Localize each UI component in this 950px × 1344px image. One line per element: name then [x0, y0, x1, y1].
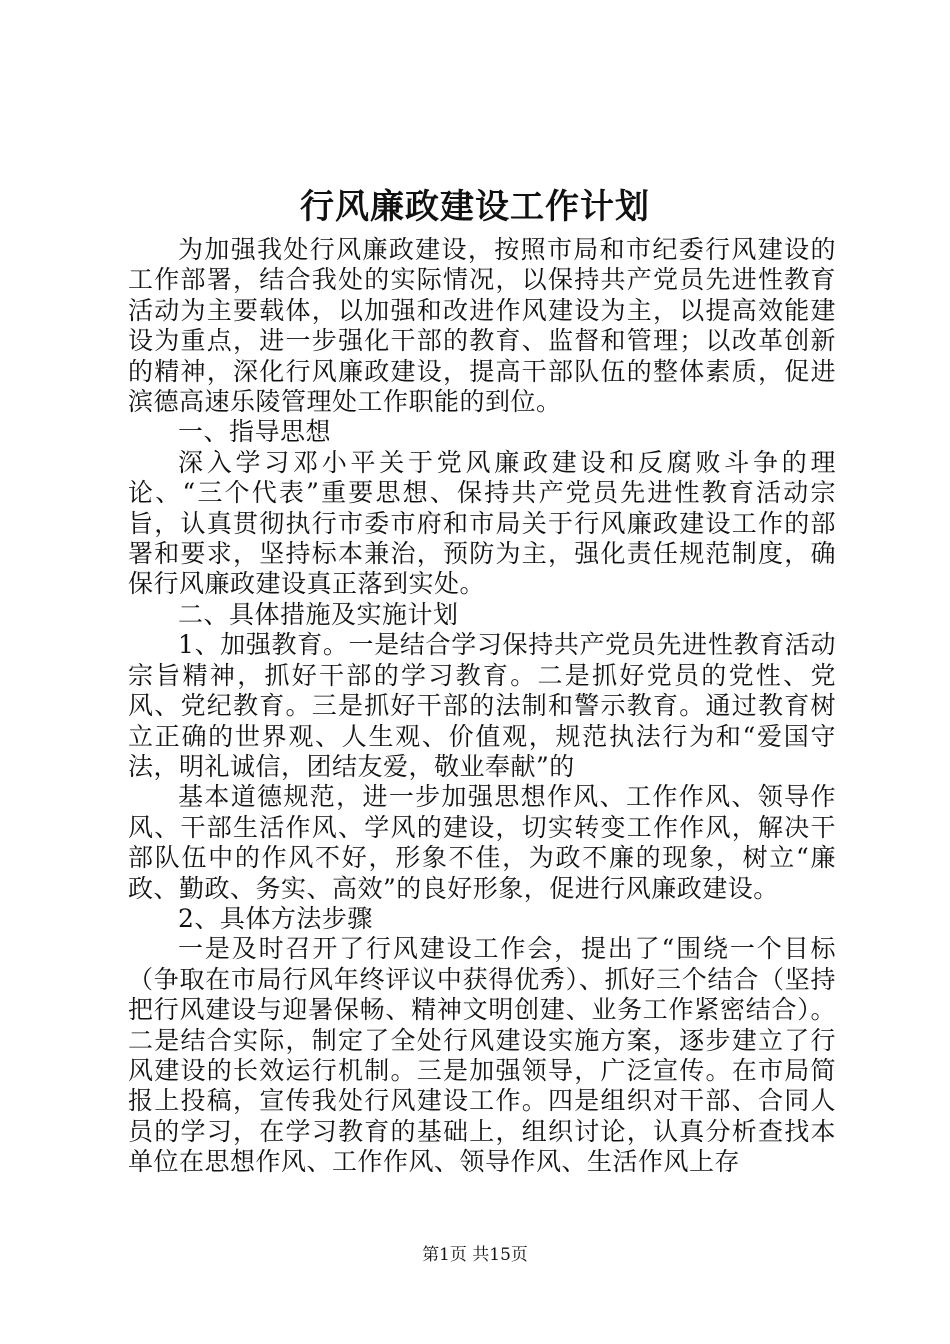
heading-methods-steps: 2、具体方法步骤: [178, 903, 373, 933]
paragraph-guiding-thought: 深入学习邓小平关于党风廉政建设和反腐败斗争的理论、“三个代表”重要思想、保持共产党员先进性教育活动宗旨，认真贯彻执行市委市府和市局关于行风廉政建设工作的部署和要求，坚持标本兼治，预防为主，强化责任规范制度，确保行风廉政建设真正落到实处。: [128, 447, 836, 599]
paragraph-moral-standards: 基本道德规范，进一步加强思想作风、工作作风、领导作风、干部生活作风、学风的建设，切实转变工作作风，解决干部队伍中的作风不好，形象不佳，为政不廉的现象，树立“廉政、勤政、务实、高效”的良好形象，促进行风廉政建设。: [128, 782, 836, 903]
heading-measures: 二、具体措施及实施计划: [178, 599, 459, 629]
paragraph-methods: 一是及时召开了行风建设工作会，提出了“围绕一个目标（争取在市局行风年终评议中获得优秀）、抓好三个结合（坚持把行风建设与迎暑保畅、精神文明创建、业务工作紧密结合）。二是结合实际，制定了全处行风建设实施方案，逐步建立了行风建设的长效运行机制。三是加强领导，广泛宣传。在市局简报上投稿，宣传我处行风建设工作。四是组织对干部、合同人员的学习，在学习教育的基础上，组织讨论，认真分析查找本单位在思想作风、工作作风、领导作风、生活作风上存: [128, 934, 836, 1177]
page-number-footer: 第1页 共15页: [422, 1245, 528, 1265]
paragraph-education: 1、加强教育。一是结合学习保持共产党员先进性教育活动宗旨精神，抓好干部的学习教育。二是抓好党员的党性、党风、党纪教育。三是抓好干部的法制和警示教育。通过教育树立正确的世界观、人生观、价值观，规范执法行为和“爱国守法，明礼诚信，团结友爱，敬业奉献”的: [128, 630, 836, 781]
document-title: 行风廉政建设工作计划: [300, 187, 650, 227]
heading-guiding-thought: 一、指导思想: [178, 417, 332, 447]
paragraph-intro: 为加强我处行风廉政建设，按照市局和市纪委行风建设的工作部署，结合我处的实际情况，以保持共产党员先进性教育活动为主要载体，以加强和改进作风建设为主，以提高效能建设为重点，进一步强化干部的教育、监督和管理；以改革创新的精神，深化行风廉政建设，提高干部队伍的整体素质，促进滨德高速乐陵管理处工作职能的到位。: [128, 235, 836, 417]
document-body: [128, 235, 836, 1178]
